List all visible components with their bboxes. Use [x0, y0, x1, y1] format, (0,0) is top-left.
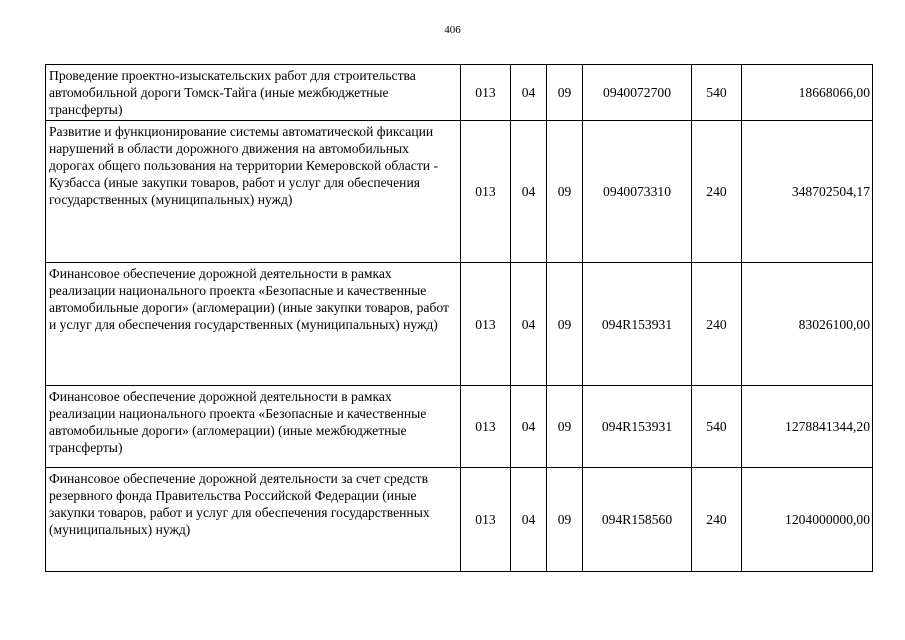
expense-type-code: 240 [692, 263, 742, 386]
amount: 83026100,00 [742, 263, 873, 386]
subsection-code: 09 [547, 263, 583, 386]
amount: 1204000000,00 [742, 468, 873, 572]
row-description: Развитие и функционирование системы автоматической фиксации нарушений в области дорожного движения на автомобильных дорогах общего пользования на территории Кемеровской области - Кузбасса (иные закупки товаров, работ и услуг для обеспечения государственных (муниципальных) нужд) [46, 121, 461, 263]
target-article-code: 094R153931 [583, 263, 692, 386]
subsection-code: 09 [547, 468, 583, 572]
amount: 1278841344,20 [742, 386, 873, 468]
table-row [46, 65, 873, 121]
table-row [46, 386, 873, 468]
row-description: Проведение проектно-изыскательских работ для строительства автомобильной дороги Томск-Тайга (иные межбюджетные трансферты) [46, 65, 461, 121]
expense-type-code: 540 [692, 386, 742, 468]
section-code: 04 [511, 65, 547, 121]
expense-type-code: 240 [692, 121, 742, 263]
subsection-code: 09 [547, 121, 583, 263]
expense-type-code: 540 [692, 65, 742, 121]
page-number: 406 [444, 24, 461, 36]
section-code: 04 [511, 263, 547, 386]
target-article-code: 0940072700 [583, 65, 692, 121]
target-article-code: 094R158560 [583, 468, 692, 572]
table-row [46, 263, 873, 386]
row-description: Финансовое обеспечение дорожной деятельности за счет средств резервного фонда Правительства Российской Федерации (иные закупки товаров, работ и услуг для обеспечения государственных (муниципальных) нужд) [46, 468, 461, 572]
budget-table [45, 64, 873, 572]
expense-type-code: 240 [692, 468, 742, 572]
ministry-code: 013 [461, 468, 511, 572]
ministry-code: 013 [461, 263, 511, 386]
section-code: 04 [511, 386, 547, 468]
table-row [46, 121, 873, 263]
ministry-code: 013 [461, 65, 511, 121]
row-description: Финансовое обеспечение дорожной деятельности в рамках реализации национального проекта «Безопасные и качественные автомобильные дороги» (агломерации) (иные межбюджетные трансферты) [46, 386, 461, 468]
row-description: Финансовое обеспечение дорожной деятельности в рамках реализации национального проекта «Безопасные и качественные автомобильные дороги» (агломерации) (иные закупки товаров, работ и услуг для обеспечения государственных (муниципальных) нужд) [46, 263, 461, 386]
ministry-code: 013 [461, 386, 511, 468]
ministry-code: 013 [461, 121, 511, 263]
subsection-code: 09 [547, 386, 583, 468]
target-article-code: 094R153931 [583, 386, 692, 468]
section-code: 04 [511, 468, 547, 572]
subsection-code: 09 [547, 65, 583, 121]
amount: 348702504,17 [742, 121, 873, 263]
table-row [46, 468, 873, 572]
section-code: 04 [511, 121, 547, 263]
target-article-code: 0940073310 [583, 121, 692, 263]
amount: 18668066,00 [742, 65, 873, 121]
